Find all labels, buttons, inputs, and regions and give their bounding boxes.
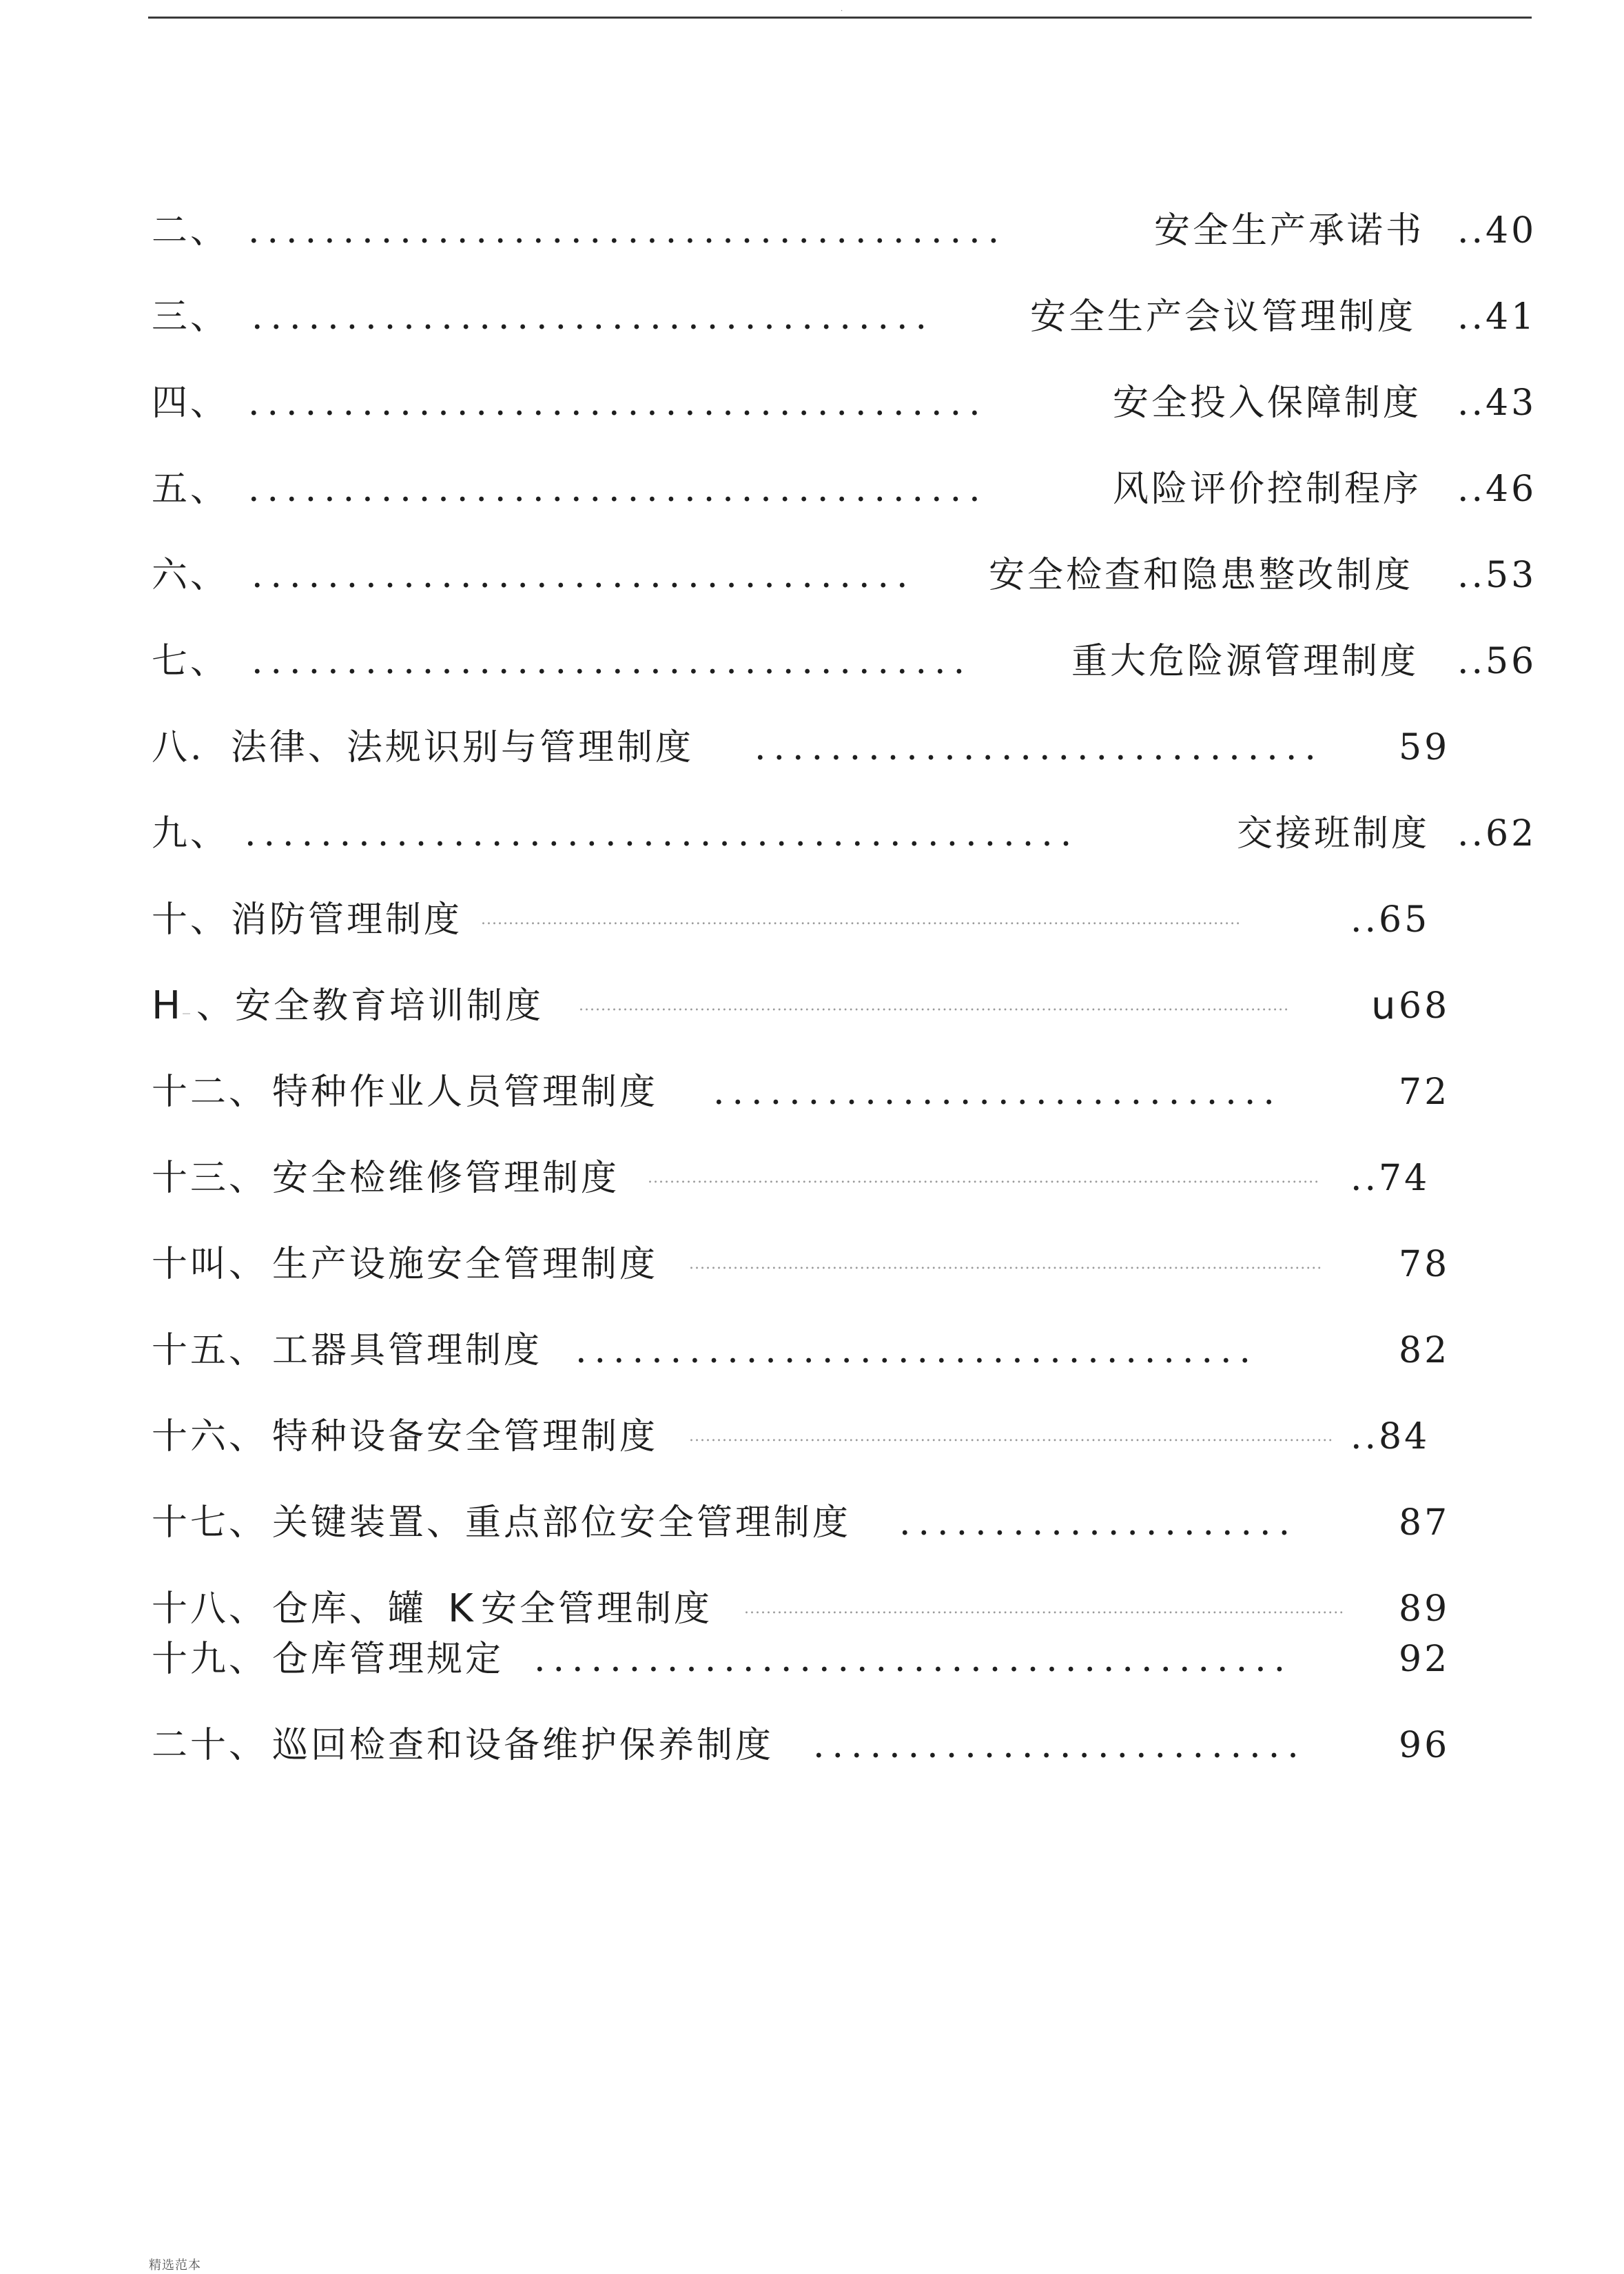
- toc-page: 59: [1399, 727, 1450, 768]
- toc-page: 89: [1399, 1588, 1450, 1630]
- toc-number: 十三、: [152, 1158, 268, 1199]
- toc-title: 巡回检查和设备维护保养制度: [272, 1725, 774, 1766]
- toc-title: 安全管理制度: [481, 1588, 713, 1630]
- toc-number: 六、: [152, 555, 229, 596]
- toc-page: 82: [1399, 1330, 1450, 1371]
- toc-number: 七、: [152, 641, 229, 682]
- toc-leader: ..........................: [813, 1725, 1306, 1766]
- toc-title: 仓库、罐: [272, 1588, 427, 1630]
- toc-title: 安全生产承诺书: [1154, 210, 1425, 252]
- header-mark: .: [841, 6, 843, 13]
- toc-entry: [152, 717, 1536, 803]
- toc-page: ..46: [1457, 469, 1537, 510]
- toc-leader: ..............................: [713, 1072, 1282, 1113]
- toc-leader: ......................................: [251, 641, 973, 682]
- toc-title: 关键装置、重点部位安全管理制度: [272, 1502, 852, 1544]
- toc-number: 十六、: [152, 1416, 268, 1457]
- toc-leader: ...................................: [251, 555, 916, 596]
- toc-leader: ....................................: [575, 1330, 1259, 1371]
- toc-leader: ........................................: [248, 210, 1007, 252]
- toc-title: 安全检查和隐患整改制度: [989, 555, 1414, 596]
- toc-number: 十、: [152, 899, 229, 941]
- toc-leader: .......................................: [248, 469, 988, 510]
- toc-title: 仓库管理规定: [272, 1639, 504, 1680]
- toc-title: 特种作业人员管理制度: [272, 1072, 659, 1113]
- toc-leader: .......................................: [248, 382, 988, 424]
- toc-entry: [152, 544, 1536, 631]
- toc-number: 二十、: [152, 1725, 268, 1766]
- toc-title: 工器具管理制度: [272, 1330, 543, 1371]
- toc-entry: [152, 631, 1536, 717]
- toc-leader: ..............................: [754, 727, 1324, 768]
- toc-page: 96: [1399, 1725, 1450, 1766]
- toc-entry: [152, 1233, 1536, 1320]
- toc-title: 安全生产会议管理制度: [1030, 296, 1417, 338]
- toc-number: 八.: [152, 727, 205, 768]
- toc-page: 68: [1399, 985, 1450, 1027]
- toc-page: 72: [1399, 1072, 1450, 1113]
- toc-title: 安全投入保障制度: [1113, 382, 1422, 424]
- toc-entry: [152, 458, 1536, 544]
- toc-title: 重大危险源管理制度: [1071, 641, 1419, 682]
- toc-leader: .................................................................................................................................: [579, 997, 1290, 1014]
- toc-leader: ..........................................................................................................................................: [481, 911, 1242, 928]
- toc-page: ..53: [1457, 555, 1537, 596]
- toc-entry: [152, 1628, 1536, 1714]
- toc-leader: .....................: [899, 1502, 1298, 1544]
- toc-leader: ............................................: [245, 813, 1080, 854]
- toc-number: 九、: [152, 813, 229, 854]
- toc-number: 十八、: [152, 1588, 268, 1630]
- toc-title: 风险评价控制程序: [1113, 469, 1422, 510]
- toc-entry: [152, 803, 1536, 889]
- toc-number: H: [152, 983, 181, 1028]
- toc-entry: [152, 1406, 1536, 1492]
- footer-text: 精选范本: [149, 2258, 201, 2273]
- toc-entry: [152, 1061, 1536, 1147]
- table-of-contents: [152, 200, 1536, 1801]
- toc-leader: ...................................................................................................................: [689, 1256, 1323, 1273]
- toc-entry: [152, 975, 1536, 1061]
- toc-entry: [152, 889, 1536, 975]
- toc-number: 五、: [152, 469, 229, 510]
- toc-leader: .....................................................................................................................: [689, 1428, 1334, 1445]
- toc-page: ..41: [1457, 296, 1537, 338]
- toc-entry: [152, 1492, 1536, 1578]
- toc-title: 消防管理制度: [231, 899, 463, 941]
- toc-letter: u: [1371, 983, 1396, 1028]
- toc-entry: [152, 1147, 1536, 1233]
- toc-number: 三、: [152, 296, 229, 338]
- toc-entry: [152, 200, 1536, 286]
- toc-number: 十九、: [152, 1639, 268, 1680]
- toc-leader: ........................................: [534, 1639, 1293, 1680]
- toc-entry: [152, 1714, 1536, 1801]
- toc-page: ..43: [1457, 382, 1537, 424]
- toc-page: 87: [1399, 1502, 1450, 1544]
- toc-number: 十二、: [152, 1072, 268, 1113]
- toc-page: ..56: [1457, 641, 1537, 682]
- toc-leader: .............................................................................................................: [744, 1600, 1345, 1617]
- toc-number: 十五、: [152, 1330, 268, 1371]
- toc-title: 生产设施安全管理制度: [272, 1244, 659, 1285]
- toc-mark: _: [183, 997, 191, 1014]
- toc-letter: K: [448, 1586, 473, 1631]
- toc-page: 92: [1399, 1639, 1450, 1680]
- toc-number: 十七、: [152, 1502, 268, 1544]
- toc-page: ..84: [1350, 1416, 1430, 1457]
- toc-page: ..65: [1350, 899, 1430, 941]
- toc-title: 安全检维修管理制度: [272, 1158, 620, 1199]
- toc-leader: ....................................: [251, 296, 935, 338]
- toc-entry: [152, 372, 1536, 458]
- toc-page: ..40: [1457, 210, 1537, 252]
- toc-number: 四、: [152, 382, 229, 424]
- toc-title: 、安全教育培训制度: [196, 985, 544, 1027]
- toc-entry: [152, 1578, 1536, 1631]
- toc-entry: [152, 286, 1536, 372]
- toc-title: 交接班制度: [1237, 813, 1430, 854]
- header-rule: [148, 17, 1532, 19]
- toc-number: 二、: [152, 210, 229, 252]
- toc-page: ..62: [1457, 813, 1537, 854]
- toc-entry: [152, 1320, 1536, 1406]
- toc-leader: ..........................................................................................................................: [648, 1169, 1320, 1187]
- toc-title: 特种设备安全管理制度: [272, 1416, 659, 1457]
- toc-number: 十叫、: [152, 1244, 268, 1285]
- toc-title: 法律、法规识别与管理制度: [231, 727, 695, 768]
- toc-page: 78: [1399, 1244, 1450, 1285]
- toc-page: ..74: [1350, 1158, 1430, 1199]
